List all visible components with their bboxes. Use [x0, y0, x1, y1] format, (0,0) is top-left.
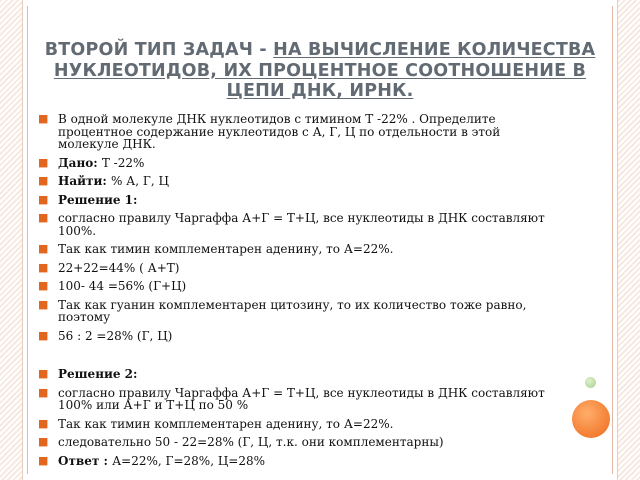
list-item [58, 436, 558, 449]
item-text: % А, Г, Ц [110, 174, 169, 188]
item-text: В одной молекуле ДНК нуклеотидов с тимином Т -22% . Определите процентное содержание нуклеотидов с А, Г, Ц по отдельности в этой молекуле ДНК. [58, 112, 501, 151]
bullet-icon [38, 196, 44, 203]
item-text: Т -22% [101, 155, 145, 170]
bullet-icon [38, 115, 44, 122]
item-text: 56 : 2 =28% (Г, Ц) [58, 328, 173, 343]
bullet-icon [38, 245, 44, 252]
title-part-1: ВТОРОЙ ТИП ЗАДАЧ - [44, 40, 274, 60]
bullet-icon [38, 264, 44, 271]
item-text: 22+22=44% ( А+Т) [58, 260, 180, 275]
list-spacer [58, 348, 558, 362]
bullet-icon [38, 301, 44, 308]
bullet-icon [38, 370, 44, 377]
list-item [58, 299, 558, 324]
orange-circle-decoration [572, 400, 610, 438]
item-label: Ответ : [58, 453, 113, 468]
item-text: 100- 44 =56% (Г+Ц) [58, 279, 187, 293]
list-item [58, 280, 558, 293]
item-text: Так как тимин комплементарен аденину, то А=22%. [58, 416, 394, 431]
item-text: Так как гуанин комплементарен цитозину, то их количество тоже равно, поэтому [58, 297, 527, 324]
green-circle-decoration [585, 377, 596, 388]
list-item [58, 262, 558, 275]
left-inner-line [27, 6, 28, 474]
right-decorative-border [617, 0, 640, 480]
bullet-icon [38, 177, 44, 184]
bullet-icon [38, 438, 44, 445]
item-text: Так как тимин комплементарен аденину, то А=22%. [58, 242, 394, 256]
bullet-icon [38, 282, 44, 289]
item-label: Дано: [58, 155, 102, 170]
slide-title [36, 40, 604, 102]
bullet-icon [38, 389, 44, 396]
bullet-icon [38, 159, 44, 166]
content-list [58, 113, 558, 473]
list-item [58, 113, 558, 151]
list-item [58, 455, 558, 468]
list-item [58, 157, 558, 170]
item-label: Решение 2: [58, 367, 138, 381]
right-inner-line [612, 6, 613, 474]
item-label: Решение 1: [58, 192, 138, 207]
item-text: А=22%, Г=28%, Ц=28% [112, 453, 266, 468]
item-text: согласно правилу Чаргаффа А+Г = Т+Ц, все нуклеотиды в ДНК составляют 100%. [58, 211, 545, 238]
list-item [58, 194, 558, 207]
list-item [58, 387, 558, 412]
list-item [58, 243, 558, 256]
item-label: Найти: [58, 174, 111, 188]
bullet-icon [38, 332, 44, 339]
list-item [58, 175, 558, 188]
left-decorative-border [0, 0, 23, 480]
bullet-icon [38, 214, 44, 221]
list-item [58, 368, 558, 381]
list-item [58, 212, 558, 237]
bullet-icon [38, 420, 44, 427]
list-item [58, 330, 558, 343]
item-text: согласно правилу Чаргаффа А+Г = Т+Ц, все нуклеотиды в ДНК составляют 100% или А+Г и Т+Ц по 50 % [58, 385, 545, 412]
item-text: следовательно 50 - 22=28% (Г, Ц, т.к. они комплементарны) [58, 435, 444, 449]
bullet-icon [38, 457, 44, 464]
list-item [58, 418, 558, 431]
title-part-2: НА ВЫЧИСЛЕНИЕ КОЛИЧЕСТВА НУКЛЕОТИДОВ, ИХ ПРОЦЕНТНОЕ СООТНОШЕНИЕ В ЦЕПИ ДНК, ИРНК. [53, 40, 596, 101]
